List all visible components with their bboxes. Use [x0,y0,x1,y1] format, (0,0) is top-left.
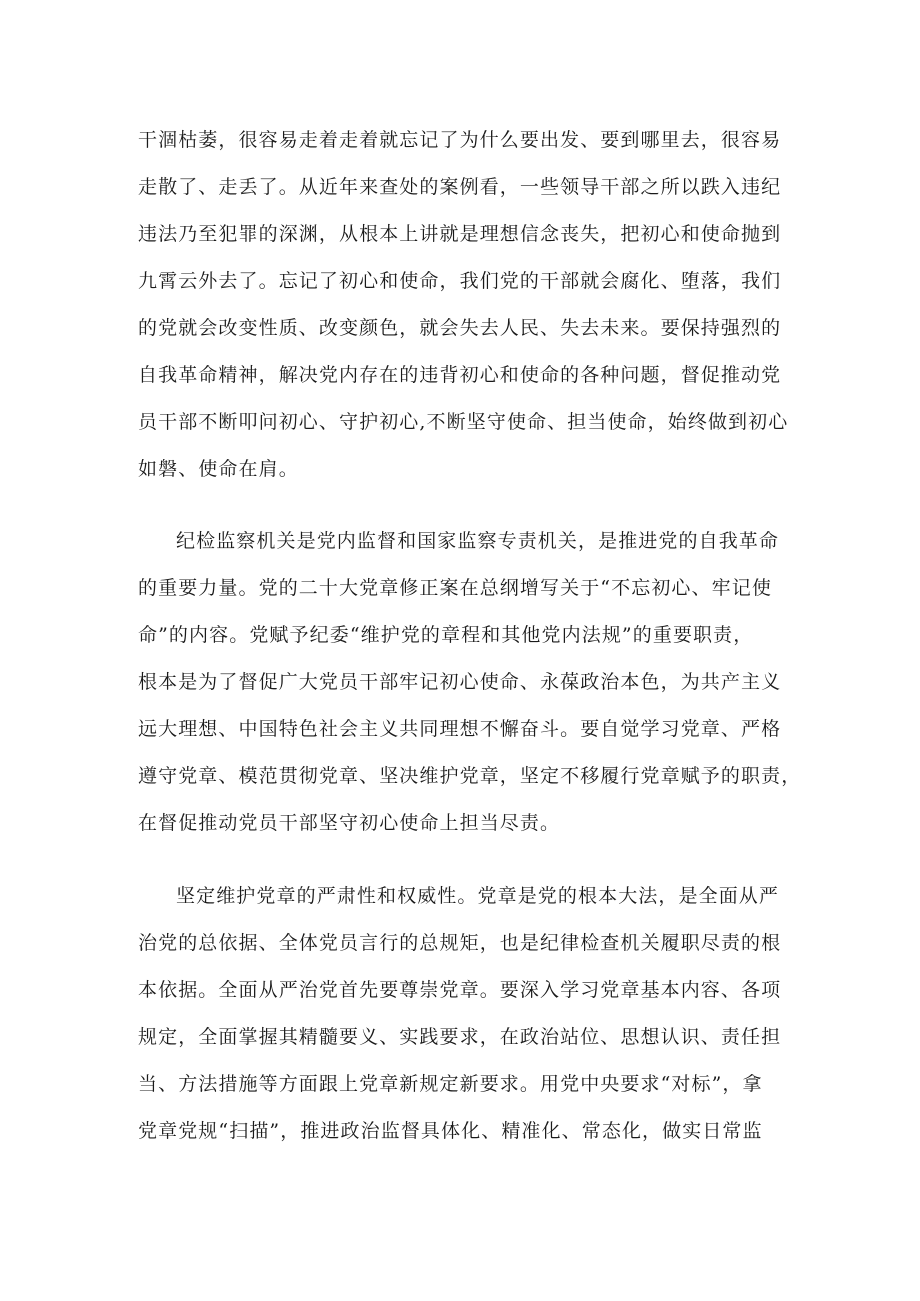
paragraph-line: 如磐、使命在肩。 [138,458,299,480]
paragraph-line: 当、方法措施等方面跟上党章新规定新要求。用党中央要求“对标”，拿 [138,1073,763,1095]
paragraph-line: 远大理想、中国特色社会主义共同理想不懈奋斗。要自觉学习党章、严格 [138,718,782,740]
paragraph-line: 走散了、走丢了。从近年来查处的案例看，一些领导干部之所以跌入违纪 [138,176,782,198]
paragraph-line: 员干部不断叩问初心、守护初心,不断坚守使命、担当使命，始终做到初心 [138,411,789,433]
paragraph-line: 遵守党章、模范贯彻党章、坚决维护党章，坚定不移履行党章赋予的职责， [138,765,802,787]
paragraph-line: 自我革命精神，解决党内存在的违背初心和使命的各种问题，督促推动党 [138,364,782,386]
paragraph-line: 干涸枯萎，很容易走着走着就忘记了为什么要出发、要到哪里去，很容易 [138,129,782,151]
paragraph-line: 根本是为了督促广大党员干部牢记初心使命、永葆政治本色，为共产主义 [138,671,782,693]
paragraph-line: 本依据。全面从严治党首先要尊崇党章。要深入学习党章基本内容、各项 [138,979,782,1001]
paragraph-line: 的重要力量。党的二十大党章修正案在总纲增写关于“不忘初心、牢记使 [138,577,772,599]
paragraph-line: 的党就会改变性质、改变颜色，就会失去人民、失去未来。要保持强烈的 [138,317,782,339]
paragraph-line: 治党的总依据、全体党员言行的总规矩，也是纪律检查机关履职尽责的根 [138,932,782,954]
paragraph-line: 党章党规“扫描”，推进政治监督具体化、精准化、常态化，做实日常监 [138,1120,763,1142]
paragraph-line: 违法乃至犯罪的深渊，从根本上讲就是理想信念丧失，把初心和使命抛到 [138,223,782,245]
paragraph-line: 坚定维护党章的严肃性和权威性。党章是党的根本大法，是全面从严 [176,885,780,907]
paragraph-line: 九霄云外去了。忘记了初心和使命，我们党的干部就会腐化、堕落，我们 [138,270,782,292]
paragraph-line: 命”的内容。党赋予纪委“维护党的章程和其他党内法规”的重要职责， [138,624,754,646]
paragraph-line: 纪检监察机关是党内监督和国家监察专责机关，是推进党的自我革命 [176,530,780,552]
paragraph-line: 规定，全面掌握其精髓要义、实践要求，在政治站位、思想认识、责任担 [138,1026,782,1048]
paragraph-line: 在督促推动党员干部坚守初心使命上担当尽责。 [138,812,561,834]
